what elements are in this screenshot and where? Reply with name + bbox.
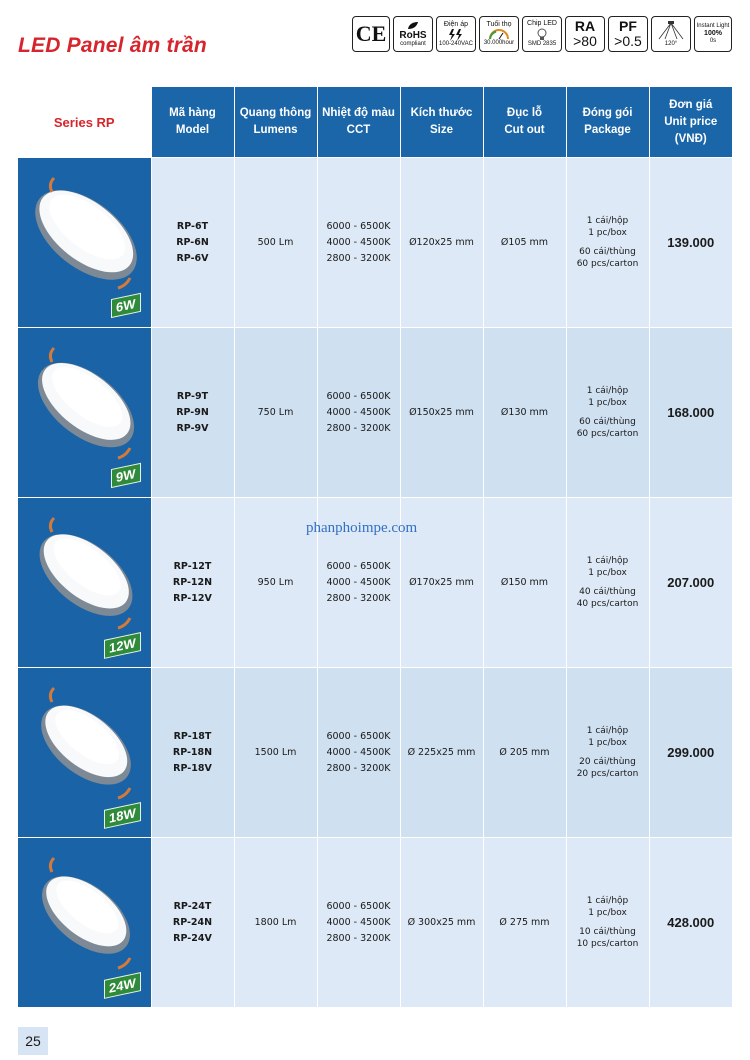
voltage-badge: Điện áp 100-240VAC bbox=[436, 16, 476, 52]
header-price: Đơn giá Unit price (VNĐ) bbox=[649, 87, 732, 158]
cutout-cell: Ø 205 mm bbox=[483, 668, 566, 838]
package-cell: 1 cái/hộp 1 pc/box 60 cái/thùng 60 pcs/carton bbox=[566, 158, 649, 328]
gauge-icon bbox=[488, 29, 510, 40]
led-panel-image bbox=[26, 340, 146, 470]
pf-badge: PF >0.5 bbox=[608, 16, 648, 52]
size-cell: Ø170x25 mm bbox=[400, 498, 483, 668]
price-cell: 139.000 bbox=[649, 158, 732, 328]
led-panel-image bbox=[26, 680, 146, 810]
cct-cell: 6000 - 6500K 4000 - 4500K 2800 - 3200K bbox=[317, 498, 400, 668]
size-cell: Ø120x25 mm bbox=[400, 158, 483, 328]
wattage-label: 18W bbox=[104, 802, 141, 829]
cct-cell: 6000 - 6500K 4000 - 4500K 2800 - 3200K bbox=[317, 668, 400, 838]
wattage-label: 12W bbox=[104, 632, 141, 659]
size-cell: Ø 300x25 mm bbox=[400, 838, 483, 1008]
header-cct: Nhiệt độ màu CCT bbox=[317, 87, 400, 158]
product-image bbox=[18, 498, 151, 668]
series-label: Series RP bbox=[18, 87, 151, 158]
lumens-cell: 750 Lm bbox=[234, 328, 317, 498]
price-cell: 207.000 bbox=[649, 498, 732, 668]
cct-cell: 6000 - 6500K 4000 - 4500K 2800 - 3200K bbox=[317, 158, 400, 328]
size-cell: Ø 225x25 mm bbox=[400, 668, 483, 838]
cutout-cell: Ø150 mm bbox=[483, 498, 566, 668]
product-table bbox=[18, 87, 732, 1007]
product-image bbox=[18, 838, 151, 1008]
package-cell: 1 cái/hộp 1 pc/box 20 cái/thùng 20 pcs/carton bbox=[566, 668, 649, 838]
lumens-cell: 1800 Lm bbox=[234, 838, 317, 1008]
chip-led-badge: Chip LED SMD 2835 bbox=[522, 16, 562, 52]
beam-angle-badge: 120° bbox=[651, 16, 691, 52]
leaf-icon bbox=[406, 21, 420, 30]
lumens-cell: 500 Lm bbox=[234, 158, 317, 328]
cct-cell: 6000 - 6500K 4000 - 4500K 2800 - 3200K bbox=[317, 328, 400, 498]
product-image bbox=[18, 158, 151, 328]
rohs-badge: RoHS compliant bbox=[393, 16, 433, 52]
beam-angle-icon bbox=[656, 21, 686, 41]
wattage-label: 6W bbox=[111, 293, 141, 318]
header-package: Đóng gói Package bbox=[566, 87, 649, 158]
page-number: 25 bbox=[18, 1027, 48, 1055]
product-image bbox=[18, 328, 151, 498]
package-cell: 1 cái/hộp 1 pc/box 60 cái/thùng 60 pcs/carton bbox=[566, 328, 649, 498]
package-cell: 1 cái/hộp 1 pc/box 40 cái/thùng 40 pcs/carton bbox=[566, 498, 649, 668]
model-cell: RP-24T RP-24N RP-24V bbox=[151, 838, 234, 1008]
watermark: phanphoimpe.com bbox=[306, 520, 418, 536]
bulb-icon bbox=[537, 28, 547, 41]
lifetime-badge: Tuổi thọ 30.000hour bbox=[479, 16, 519, 52]
lumens-cell: 1500 Lm bbox=[234, 668, 317, 838]
header-lumens: Quang thông Lumens bbox=[234, 87, 317, 158]
header-size: Kích thước Size bbox=[400, 87, 483, 158]
table-header-row bbox=[18, 87, 732, 158]
table-row bbox=[18, 838, 732, 1008]
table-row bbox=[18, 158, 732, 328]
cutout-cell: Ø 275 mm bbox=[483, 838, 566, 1008]
product-image bbox=[18, 668, 151, 838]
table-row bbox=[18, 668, 732, 838]
certification-badges bbox=[352, 16, 732, 52]
cutout-cell: Ø105 mm bbox=[483, 158, 566, 328]
header-cutout: Đục lỗ Cut out bbox=[483, 87, 566, 158]
lightning-icon bbox=[447, 29, 465, 41]
led-panel-image bbox=[26, 170, 146, 300]
wattage-label: 9W bbox=[111, 463, 141, 488]
ce-badge: CE bbox=[352, 16, 390, 52]
price-cell: 168.000 bbox=[649, 328, 732, 498]
page-title: LED Panel âm trần bbox=[18, 34, 207, 57]
table-row bbox=[18, 328, 732, 498]
price-cell: 428.000 bbox=[649, 838, 732, 1008]
price-cell: 299.000 bbox=[649, 668, 732, 838]
wattage-label: 24W bbox=[104, 972, 141, 999]
package-cell: 1 cái/hộp 1 pc/box 10 cái/thùng 10 pcs/carton bbox=[566, 838, 649, 1008]
instant-light-badge: Instant Light 100% 0s bbox=[694, 16, 732, 52]
model-cell: RP-18T RP-18N RP-18V bbox=[151, 668, 234, 838]
led-panel-image bbox=[26, 850, 146, 980]
model-cell: RP-12T RP-12N RP-12V bbox=[151, 498, 234, 668]
cutout-cell: Ø130 mm bbox=[483, 328, 566, 498]
size-cell: Ø150x25 mm bbox=[400, 328, 483, 498]
lumens-cell: 950 Lm bbox=[234, 498, 317, 668]
model-cell: RP-9T RP-9N RP-9V bbox=[151, 328, 234, 498]
led-panel-image bbox=[26, 510, 146, 640]
ra-badge: RA >80 bbox=[565, 16, 605, 52]
model-cell: RP-6T RP-6N RP-6V bbox=[151, 158, 234, 328]
header-model: Mã hàng Model bbox=[151, 87, 234, 158]
cct-cell: 6000 - 6500K 4000 - 4500K 2800 - 3200K bbox=[317, 838, 400, 1008]
